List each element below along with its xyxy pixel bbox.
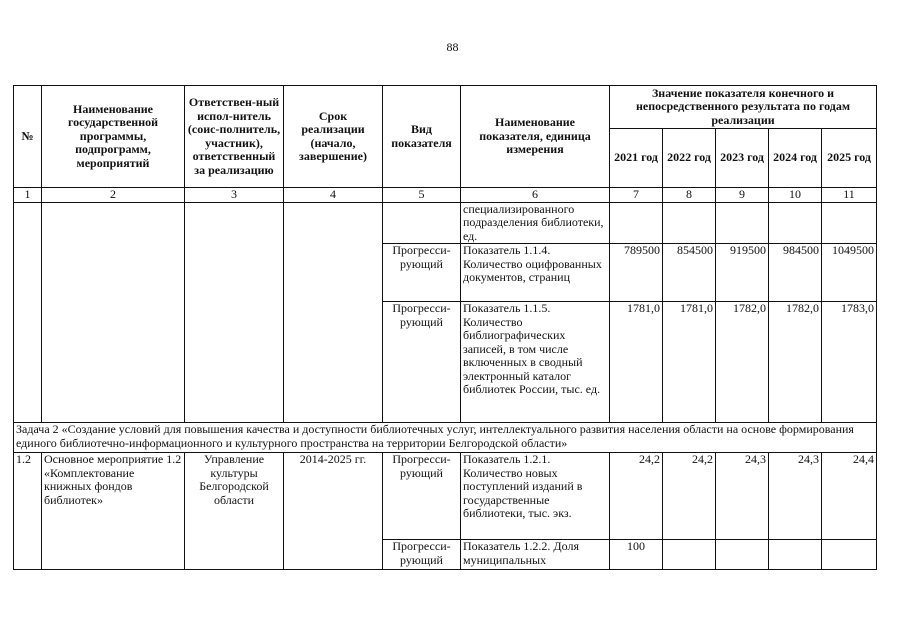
value-cell: 1783,0: [822, 302, 877, 423]
value-cell: [822, 540, 877, 570]
column-number: 6: [461, 188, 610, 203]
value-cell: 24,4: [822, 453, 877, 540]
header-program: Наименование государственной программы, подпрограмм, мероприятий: [42, 86, 185, 188]
value-cell: 984500: [769, 244, 822, 302]
header-no: №: [14, 86, 42, 188]
value-cell: 1781,0: [663, 302, 716, 423]
task-row: [14, 423, 877, 453]
header-indicator: Наименование показателя, единица измерения: [461, 86, 610, 188]
value-cell: 854500: [663, 244, 716, 302]
header-year: 2023 год: [716, 129, 769, 188]
value-cell: 100: [610, 540, 663, 570]
indicator-cell: Показатель 1.1.4. Количество оцифрованных документов, страниц: [461, 244, 610, 302]
kind-cell: Прогресси-рующий: [383, 244, 461, 302]
header-term: Срок реализации (начало, завершение): [284, 86, 383, 188]
task-heading: Задача 2 «Создание условий для повышения качества и доступности библиотечных услуг, интеллектуального развития населения области на основе формирования единого библиотечно-информационного и культурного пространства на территории Белгородской области»: [14, 423, 877, 453]
header-kind: Вид показателя: [383, 86, 461, 188]
column-number: 10: [769, 188, 822, 203]
indicator-cell: Показатель 1.2.1. Количество новых поступлений изданий в государственные библиотеки, тыс. экз.: [461, 453, 610, 540]
value-cell: [716, 540, 769, 570]
value-cell: 1049500: [822, 244, 877, 302]
header-year: 2021 год: [610, 129, 663, 188]
event-name: Основное мероприятие 1.2 «Комплектование книжных фондов библиотек»: [42, 453, 185, 570]
column-number: 9: [716, 188, 769, 203]
header-values: Значение показателя конечного и непосредственного результата по годам реализации: [610, 86, 877, 129]
indicator-cell: Показатель 1.2.2. Доля муниципальных: [461, 540, 610, 570]
header-year: 2022 год: [663, 129, 716, 188]
column-number: 5: [383, 188, 461, 203]
value-cell: 789500: [610, 244, 663, 302]
kind-cell: Прогресси-рующий: [383, 453, 461, 540]
column-number: 3: [185, 188, 284, 203]
page-number: 88: [446, 40, 459, 54]
table-row: [14, 453, 877, 540]
event-term: 2014-2025 гг.: [284, 453, 383, 570]
value-cell: 24,3: [769, 453, 822, 540]
kind-cell: Прогресси-рующий: [383, 540, 461, 570]
column-number: 7: [610, 188, 663, 203]
value-cell: [769, 540, 822, 570]
header-executor: Ответствен-ный испол-нитель (сoис-полнитель, участник), ответственный за реализацию: [185, 86, 284, 188]
value-cell: [663, 540, 716, 570]
event-executor: Управление культуры Белгородской области: [185, 453, 284, 570]
event-number: 1.2: [14, 453, 42, 570]
table-row: [14, 202, 877, 244]
value-cell: 919500: [716, 244, 769, 302]
column-number: 8: [663, 188, 716, 203]
column-number: 11: [822, 188, 877, 203]
column-number: 2: [42, 188, 185, 203]
value-cell: 1782,0: [716, 302, 769, 423]
column-number: 1: [14, 188, 42, 203]
indicator-cell: Показатель 1.1.5. Количество библиографических записей, в том числе включенных в сводный электронный каталог библиотек России, тыс. ед.: [461, 302, 610, 423]
value-cell: 24,2: [663, 453, 716, 540]
column-number: 4: [284, 188, 383, 203]
value-cell: 1782,0: [769, 302, 822, 423]
value-cell: 24,3: [716, 453, 769, 540]
header-year: 2025 год: [822, 129, 877, 188]
indicators-table: [13, 85, 877, 570]
kind-cell: Прогресси-рующий: [383, 302, 461, 423]
header-year: 2024 год: [769, 129, 822, 188]
value-cell: 24,2: [610, 453, 663, 540]
value-cell: 1781,0: [610, 302, 663, 423]
indicator-cell: специализированного подразделения библиотеки, ед.: [461, 202, 610, 244]
